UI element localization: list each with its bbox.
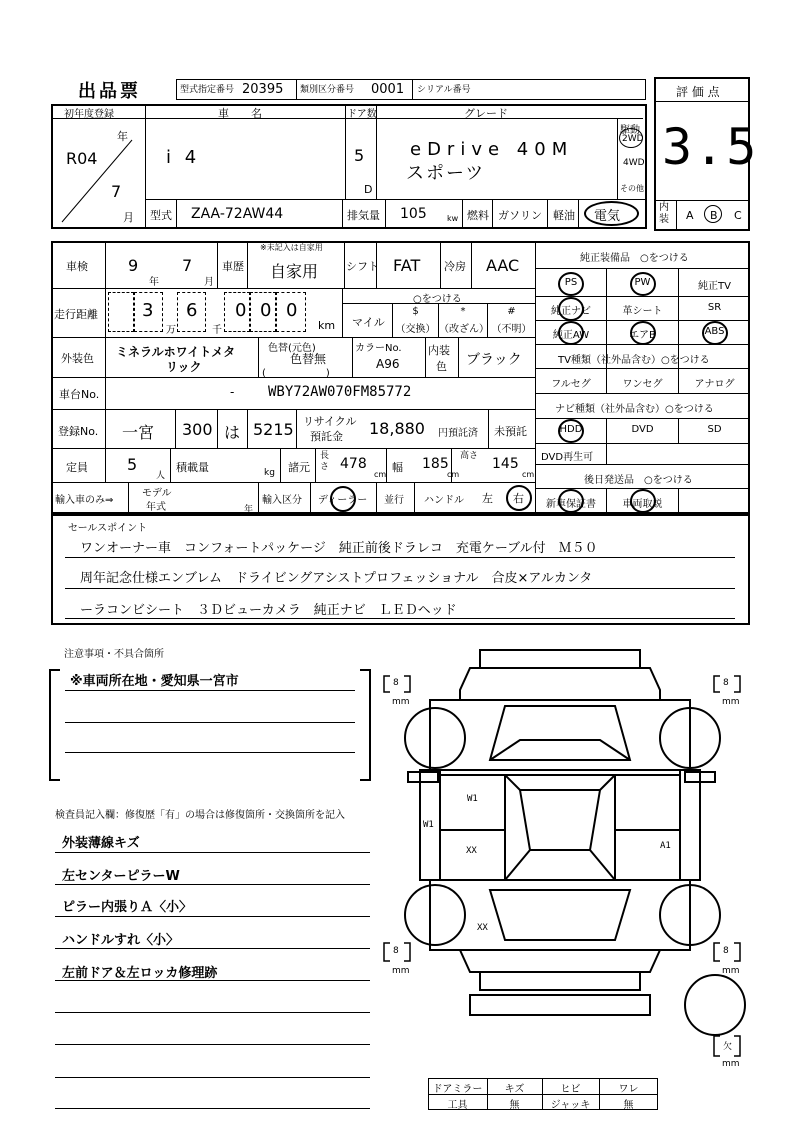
navi-hdd: HDD [559,424,583,435]
doors-sub: D [364,183,373,196]
fuel-electric: 電気 [594,209,621,224]
equip-sunroof: SR [707,302,722,313]
legend-tools-label: 工具 [447,1100,468,1111]
chassis-dash: - [230,385,235,399]
length-unit: cm [374,470,387,479]
first-reg-label: 初年度登録 [64,109,114,120]
handle-label: ハンドル [424,495,464,506]
sales-point-line: ーラコンビシート ３Ｄビューカメラ 純正ナビ ＬＥＤヘッド [80,603,457,618]
form-title: 出品票 [78,81,141,102]
legend-header: ドアミラー [432,1084,483,1095]
inspection-year: 9 [128,256,139,275]
grade-line1: eDrive 40M [410,139,574,160]
legend-jack-value: 無 [623,1100,634,1111]
model-year-label: モデル [142,488,172,499]
dims-label: 諸元 [288,461,310,474]
doors-value: 5 [354,146,365,165]
equip-genuine-navi: 純正ナビ [551,306,591,317]
mile-opt-exchange: （交換） [395,324,436,335]
inspector-line: 左前ドア＆左ロッカ修理跡 [62,966,218,981]
ac-label: 冷房 [444,260,466,273]
exterior-color-line2: リック [166,360,202,374]
damage-mark: XX [466,846,477,856]
import-dealer: ディーラー [318,495,368,506]
grade-line2: スポーツ [406,163,486,184]
equip-abs: ABS [704,326,725,337]
height-label: 高さ [460,451,479,461]
mileage-digit: 0 [235,300,247,321]
recycle-label-2: 預託金 [310,430,343,443]
tread-rl-value: 8 [393,946,399,956]
drive-other: その他 [620,184,644,193]
drive-4wd: 4WD [623,158,645,168]
mile-opt-tamper: （改ざん） [439,324,489,335]
interior-grade-a: A [686,209,694,222]
tread-fr-unit: mm [722,697,740,707]
damage-mark: XX [477,923,488,933]
equip-ps: PS [564,277,578,288]
first-reg-era: R04 [66,149,98,168]
sales-point-line: ワンオーナー車 コンフォートパッケージ 純正前後ドラレコ 充電ケーブル付 Ｍ５０ [80,541,598,556]
shift-label: シフト [346,260,379,273]
later-manual: 車両取説 [622,499,663,510]
sales-point-line: 周年記念仕様エンブレム ドライビングアシストプロフェッショナル 合皮×アルカンタ [80,571,593,586]
first-reg-month-unit: 月 [123,211,134,224]
tv-oneseg: ワンセグ [622,379,663,390]
mile-opt-exchange-sym: $ [412,306,419,317]
legend-jack-label: ジャッキ [550,1100,591,1111]
handle-right: 右 [513,492,524,505]
import-parallel: 並行 [384,495,404,506]
reg-label: 登録No. [58,425,99,438]
sales-points-label: セールスポイント [68,523,148,534]
inspector-label: 検査員記入欄：修復歴「有」の場合は修復箇所・交換箇所を記入 [55,810,345,821]
legend-tools-value: 無 [509,1100,520,1111]
notes-label: 注意事項・不具合箇所 [64,649,164,660]
equip-genuine-tv: 純正TV [698,281,731,292]
mileage-digit: 3 [142,300,154,321]
damage-mark: W1 [467,794,478,804]
type-label: 型式 [150,209,172,222]
mileage-label: 走行距離 [54,308,98,321]
mile-label: マイル [352,316,385,329]
type-value: ZAA-72AW44 [191,206,284,222]
history-label: 車歴 [222,260,244,273]
interior-score-label: 内装 [659,202,669,225]
capacity-value: 5 [127,455,138,474]
fuel-diesel: 軽油 [553,209,575,222]
tread-rl-unit: mm [392,966,410,976]
mile-opt-unknown: （不明） [491,324,532,335]
history-note: ※未記入は自家用 [260,243,323,252]
width-value: 185 [422,456,449,472]
chassis-value: WBY72AW070FM85772 [268,384,412,400]
tv-title: TV種類（社外品含む）○をつける [558,355,710,366]
mile-opt-tamper-sym: * [460,306,466,317]
first-reg-year-unit: 年 [117,130,128,143]
score-value: 3.5 [662,118,759,176]
tread-rr-value: 8 [723,946,729,956]
model-designation-label: 型式指定番号 [180,85,235,95]
tread-spare-value: 欠 [723,1042,733,1052]
mileage-digit: 6 [186,300,198,321]
fuel-label: 燃料 [467,209,489,222]
shift-value: FAT [393,256,421,275]
recycle-paid: 円預託済 [438,428,478,439]
reg-area: 一宮 [122,423,155,442]
recycle-value: 18,880 [369,419,425,438]
mileage-km-unit: km [318,319,336,332]
legend-header: キズ [504,1084,525,1095]
length-label: 長さ [320,451,330,472]
height-value: 145 [492,456,519,472]
width-label: 幅 [392,461,403,474]
later-warranty: 新車保証書 [546,499,596,510]
recycle-label: リサイクル [303,415,357,428]
model-designation-value: 20395 [242,82,284,97]
inspector-line: 左センターピラーW [62,869,180,884]
model-year-label-2: 年式 [146,502,166,513]
tread-spare-unit: mm [722,1059,740,1069]
tread-rr-unit: mm [722,966,740,976]
equip-pw: PW [634,277,651,288]
ac-value: AAC [486,256,520,275]
car-name-value: i 4 [166,147,201,168]
recycle-unpaid: 未預託 [494,425,527,438]
navi-sd: SD [707,424,722,435]
interior-grade-c: C [734,209,742,222]
width-unit: cm [447,470,460,479]
reg-class: 300 [182,420,213,439]
model-year-unit: 年 [244,505,254,515]
mileage-man-unit: 万 [166,325,176,336]
score-label: 評 価 点 [676,85,720,99]
inspection-year-unit: 年 [149,277,159,288]
doors-label: ドア数 [347,109,377,120]
interior-grade-b: B [710,209,718,222]
navi-dvd: DVD [631,424,654,435]
equip-genuine-aw: 純正AW [552,330,590,341]
mileage-sen-unit: 千 [212,325,222,336]
dvd-playback: DVD再生可 [541,452,594,463]
tread-fl-unit: mm [392,697,410,707]
displacement-label: 排気量 [347,209,380,222]
drive-label: 駆動 [620,125,640,136]
displacement-unit: kw [447,214,459,223]
inspection-label: 車検 [66,260,88,273]
tread-fl-value: 8 [393,678,399,688]
capacity-unit: 人 [156,471,166,481]
legend-header: ワレ [618,1084,639,1095]
color-code-label: カラーNo. [355,343,402,354]
drive-2wd: 2WD [622,134,644,144]
handle-left: 左 [482,492,493,505]
car-name-label: 車 名 [218,107,262,120]
equip-leather-seat: 革シート [622,306,663,317]
inspection-month: 7 [182,256,193,275]
mileage-note: ○をつける [413,294,462,305]
first-reg-month: 7 [111,182,122,201]
exterior-color-label: 外装色 [61,352,94,365]
damage-mark: W1 [423,820,434,830]
reg-kana: は [224,423,241,442]
serial-label: シリアル番号 [417,85,471,95]
reg-number: 5215 [253,420,294,439]
exterior-color-line1: ミネラルホワイトメタ [116,345,236,359]
color-original-value: 色替無 [290,352,327,366]
inspector-line: ハンドルすれ〈小〉 [62,933,180,948]
color-original-paren: ( ) [262,368,330,379]
grade-label: グレード [464,107,508,120]
damage-mark: A1 [660,841,671,851]
mileage-digit: 0 [286,300,298,321]
load-unit: kg [264,468,275,478]
legend-header: ヒビ [560,1084,581,1095]
displacement-value: 105 [400,206,427,222]
chassis-label: 車台No. [59,388,100,401]
note-line: ※車両所在地・愛知県一宮市 [70,674,239,689]
capacity-label: 定員 [66,461,88,474]
genuine-equipment-title: 純正装備品 ○をつける [580,253,689,264]
height-unit: cm [522,470,535,479]
history-value: 自家用 [270,262,319,281]
fuel-gasoline: ガソリン [498,209,542,222]
tv-analog: アナログ [694,379,735,390]
color-code-value: A96 [376,357,400,371]
color-original-label: 色替(元色) [268,343,316,354]
import-type-label: 輸入区分 [262,495,302,506]
tread-fr-value: 8 [723,678,729,688]
tv-fullseg: フルセグ [551,379,591,390]
equip-airbag: エアB [629,330,656,341]
load-label: 積載量 [176,461,209,474]
navi-title: ナビ種類（社外品含む）○をつける [555,404,714,415]
category-label: 類別区分番号 [300,85,355,95]
length-value: 478 [340,456,367,472]
interior-color-label: 内装 [428,344,450,357]
interior-color-value: ブラック [466,352,522,368]
import-only-label: 輸入車のみ⇒ [55,495,114,506]
category-value: 0001 [371,82,405,97]
inspector-line: ピラー内張りＡ〈小〉 [62,900,193,915]
inspection-month-unit: 月 [204,277,214,288]
inspector-line: 外装薄線キズ [62,836,140,851]
later-shipment-title: 後日発送品 ○をつける [584,475,693,486]
mileage-digit: 0 [260,300,272,321]
interior-color-label-2: 色 [436,360,447,373]
mile-opt-unknown-sym: # [507,306,516,317]
